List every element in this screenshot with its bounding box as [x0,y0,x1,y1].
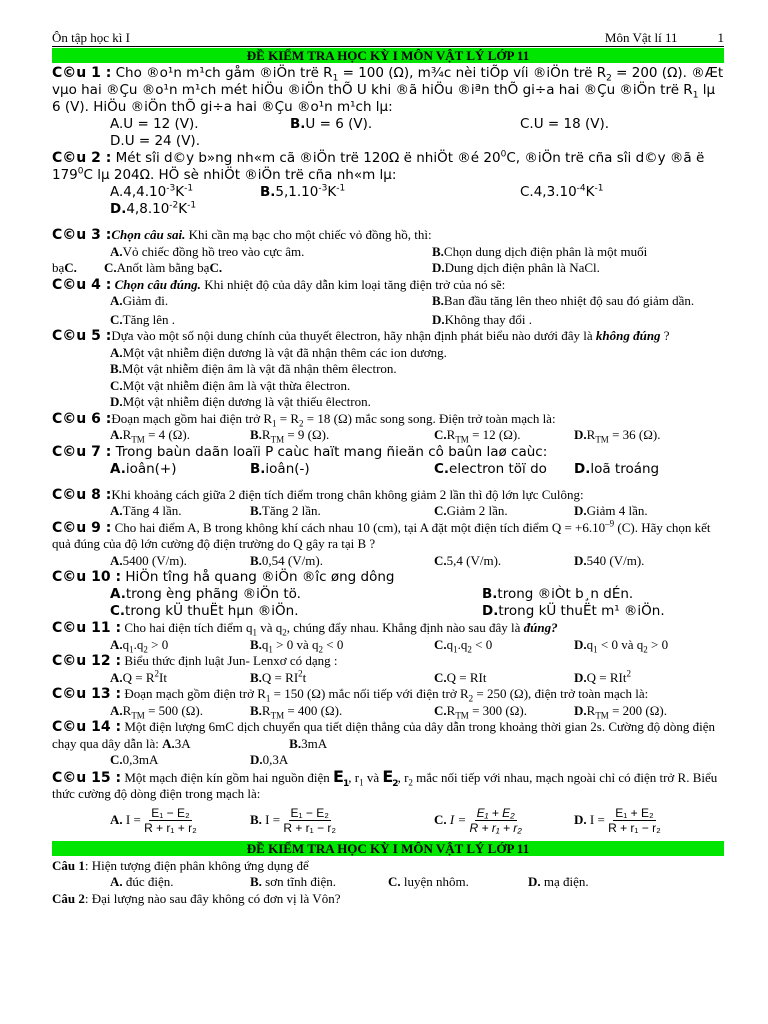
header-title: Ôn tập học kì I [52,30,130,45]
option-d-formula: D. I = $\frac{\text{E₁ + E₂}}{\text{R + r₁ − r₂}}$ [574,806,661,835]
question-5-option-b: B.Một vật nhiễm điện âm là vật đã nhận thêm êlectron. [110,361,397,376]
question-14: C©u 14 : Một điện lượng 6mC dịch chuyển qua tiết diện thẳng của dây dẫn trong khoảng thời gian 2s. Cường độ dòng điện chạy qua dây dẫn là: A.3A B.3mA [52,719,716,751]
question-2-options: $A.4,4.10^{-3}K^{-1}$ $B.5,1.10^{-3}K^{-1}$ $C.4,3.10^{-4}K^{-1}D.4,8.10^{-2}K^{-1}$ [110,183,604,217]
question-5-option-a: A.Một vật nhiễm điện dương là vật đã nhận thêm các ion dương. [110,344,447,360]
exam-title-band-2: ĐỀ KIỂM TRA HỌC KỲ I MÔN VẬT LÝ LỚP 11 [52,841,724,856]
question-5: C©u 5 :Dựa vào một số nội dung chính của thuyết êlectron, hãy nhận định phát biểu nào dưới đây là không đúng ? [52,328,670,344]
question-1-option-d: D.U = 24 (V). [110,133,200,149]
question-3-options-cd: bạC. C.Anốt làm bằng bạC. D.Dung dịch điện phân là NaCl. [52,260,600,275]
question-3-options-ab: A.Vỏ chiếc đồng hồ treo vào cực âm. B.Chọn dung dịch điện phân là một muối [110,243,648,259]
page-header [52,30,724,47]
question-13-options: $A.R_{TM} = 500$ (Ω). $B.R_{TM} = 400$ (Ω). $C.R_{TM} = 300$ (Ω). $D.R_{TM} = 200$ (Ω). [110,702,667,721]
part2-question-2: Câu 2: Đại lượng nào sau đây không có đơn vị là Vôn? [52,890,341,906]
question-4-options-ab: A.Giảm đi. B.Ban đầu tăng lên theo nhiệt độ sau đó giảm dần. [110,293,695,308]
option-c-formula: C. I = $\frac{\text{E₁ + E₂}}{\text{R + r₁ + r₂}}$ [434,806,522,835]
header-page-number: 1 [717,30,724,45]
question-8-options: A.Tăng 4 lần. B.Tăng 2 lần. C.Giảm 2 lần. D.Giảm 4 lần. [110,503,648,518]
question-6: C©u 6 :Đoạn mạch gồm hai điện trở $R_1 = R_2 = 18$ (Ω) mắc song song. Điện trở toàn mạch là: [52,410,556,429]
question-6-options: $A.R_{TM} = 4$ (Ω). $B.R_{TM} = 9$ (Ω). $C.R_{TM} = 12$ (Ω). $D.R_{TM} = 36$ (Ω). [110,427,661,445]
emf-2-symbol: $E_2$ [382,766,398,789]
question-2: C©u 2 : Mét sîi d©y b»ng nh«m cã ®iÖn trë 120Ω ë nhiÖt ®é $20^0C$, ®iÖn trë cña sîi d©y ®ã ë $179^0C$ lµ 204Ω. HÖ sè nhiÖt ®iÖn trë cña nh«m lµ: [52,149,705,183]
question-12: C©u 12 : Biểu thức định luật Jun- Lenxơ có dạng : [52,653,338,669]
question-11: C©u 11 : Cho hai điện tích điểm $q_1$ và $q_2$, chúng đẩy nhau. Khẳng định nào sau đây là đúng? [52,620,558,638]
question-5-option-c: C.Một vật nhiễm điện âm là vật thừa êlectron. [110,377,351,393]
question-14-options-cd: C.0,3mA D.0,3A [110,752,289,767]
question-10: C©u 10 : HiÖn tîng hå quang ®iÖn ®îc øng dông [52,569,395,585]
exam-title-band: ĐỀ KIỂM TRA HỌC KỲ I MÔN VẬT LÝ LỚP 11 [52,48,724,63]
question-3: C©u 3 :Chọn câu sai. Khi cần mạ bạc cho một chiếc vỏ đồng hồ, thì: [52,227,432,243]
question-12-options: $A.Q = R^2It$ $B.Q = RI^2t$ C.Q = RIt D.Q = RIt$^2$ [110,668,631,685]
question-4-options-cd: C.Tăng lên . D.Không thay đổi . [110,311,533,327]
exam-page [52,30,724,907]
question-1: C©u 1 : Cho ®o¹n m¹ch gåm ®iÖn trë $R_1 = 100$ (Ω), m¾c nèi tiÕp víi ®iÖn trë $R_2 = 200$ (Ω). ®Æt vµo hai ®Çu ®o¹n m¹ch mét hiÖu ®iÖn thÕ U khi ®ã hiÖu ®iªn thÕ gi÷a hai ®Çu ®iÖn trë $R_1$ lµ 6 (V). HiÖu ®iÖn thÕ gi÷a hai ®Çu ®o¹n m¹ch lµ: [52,65,724,115]
question-15: C©u 15 : Một mạch điện kín gồm hai nguồn điện $E_1$, $r_1$ và $E_2$, $r_2$ mắc nối tiếp với nhau, mạch ngoài chỉ có điện trở R. Biểu thức cường độ dòng điện trong mạch là: [52,766,718,801]
question-10-options-cd: C.trong kÜ thuËt hµn ®iÖn. D.trong kÜ thuËt m¹ ®iÖn. [110,603,665,619]
question-5-option-d: D.Một vật nhiễm điện dương là vật thiếu êlectron. [110,394,371,409]
question-13: C©u 13 : Đoạn mạch gồm điện trở $R_1 = 150$ (Ω) mắc nối tiếp với điện trở $R_2 = 250$ (Ω), điện trở toàn mạch là: [52,686,649,704]
option-b-formula: B. I = $\frac{\text{E₁ − E₂}}{\text{R + r₁ − r₂}}$ [250,806,337,835]
question-7-options: A.ioân(+) B.ioân(-) C.electron töï do D.loã troáng [110,460,660,477]
question-15-options [52,803,724,839]
part2-question-1: Câu 1: Hiện tượng điện phân không ứng dụng để [52,857,309,873]
header-subject: Môn Vật lí 11 [604,30,678,45]
part2-question-1-options: A. đúc điện. B. sơn tĩnh điện. C. luyện nhôm. D. mạ điện. [110,874,589,889]
question-9: C©u 9 : Cho hai điểm A, B trong không khí cách nhau 10 (cm), tại A đặt một điện tích điểm $Q = +6.10^{-9}$ (C). Hãy chọn kết quả đúng của độ lớn cường độ điện trường do Q gây ra tại B ? [52,518,711,551]
question-11-options: $A.q_1.q_2 > 0$ $B.q_1 > 0$ và $q_2 < 0$ $C.q_1.q_2 < 0$ $D.q_1 < 0$ và $q_2 > 0$ [110,636,669,655]
question-7: C©u 7 : Trong baùn daãn loaïi P caùc haït mang ñieän cô baûn laø caùc: [52,443,548,460]
question-4: C©u 4 : Chọn câu đúng. Khi nhiệt độ của dây dẫn kim loại tăng điện trở của nó sẽ: [52,276,506,293]
question-8: C©u 8 :Khi khoảng cách giữa 2 điện tích điểm trong chân không giảm 2 lần thì độ lớn lực Culông: [52,486,584,503]
emf-1-symbol: $E_1$ [333,766,349,789]
question-9-options: A.5400 (V/m). B.0,54 (V/m). C.5,4 (V/m). D.540 (V/m). [110,552,645,568]
question-1-options: A.U = 12 (V). B.U = 6 (V). C.U = 18 (V). [110,116,610,132]
question-10-options-ab: A.trong èng phãng ®iÖn tö. B.trong ®iÒt b¸n dÉn. [110,586,634,602]
option-a-formula: A. I = $\frac{\text{E₁ − E₂}}{\text{R + r₁ + r₂}}$ [110,806,197,835]
